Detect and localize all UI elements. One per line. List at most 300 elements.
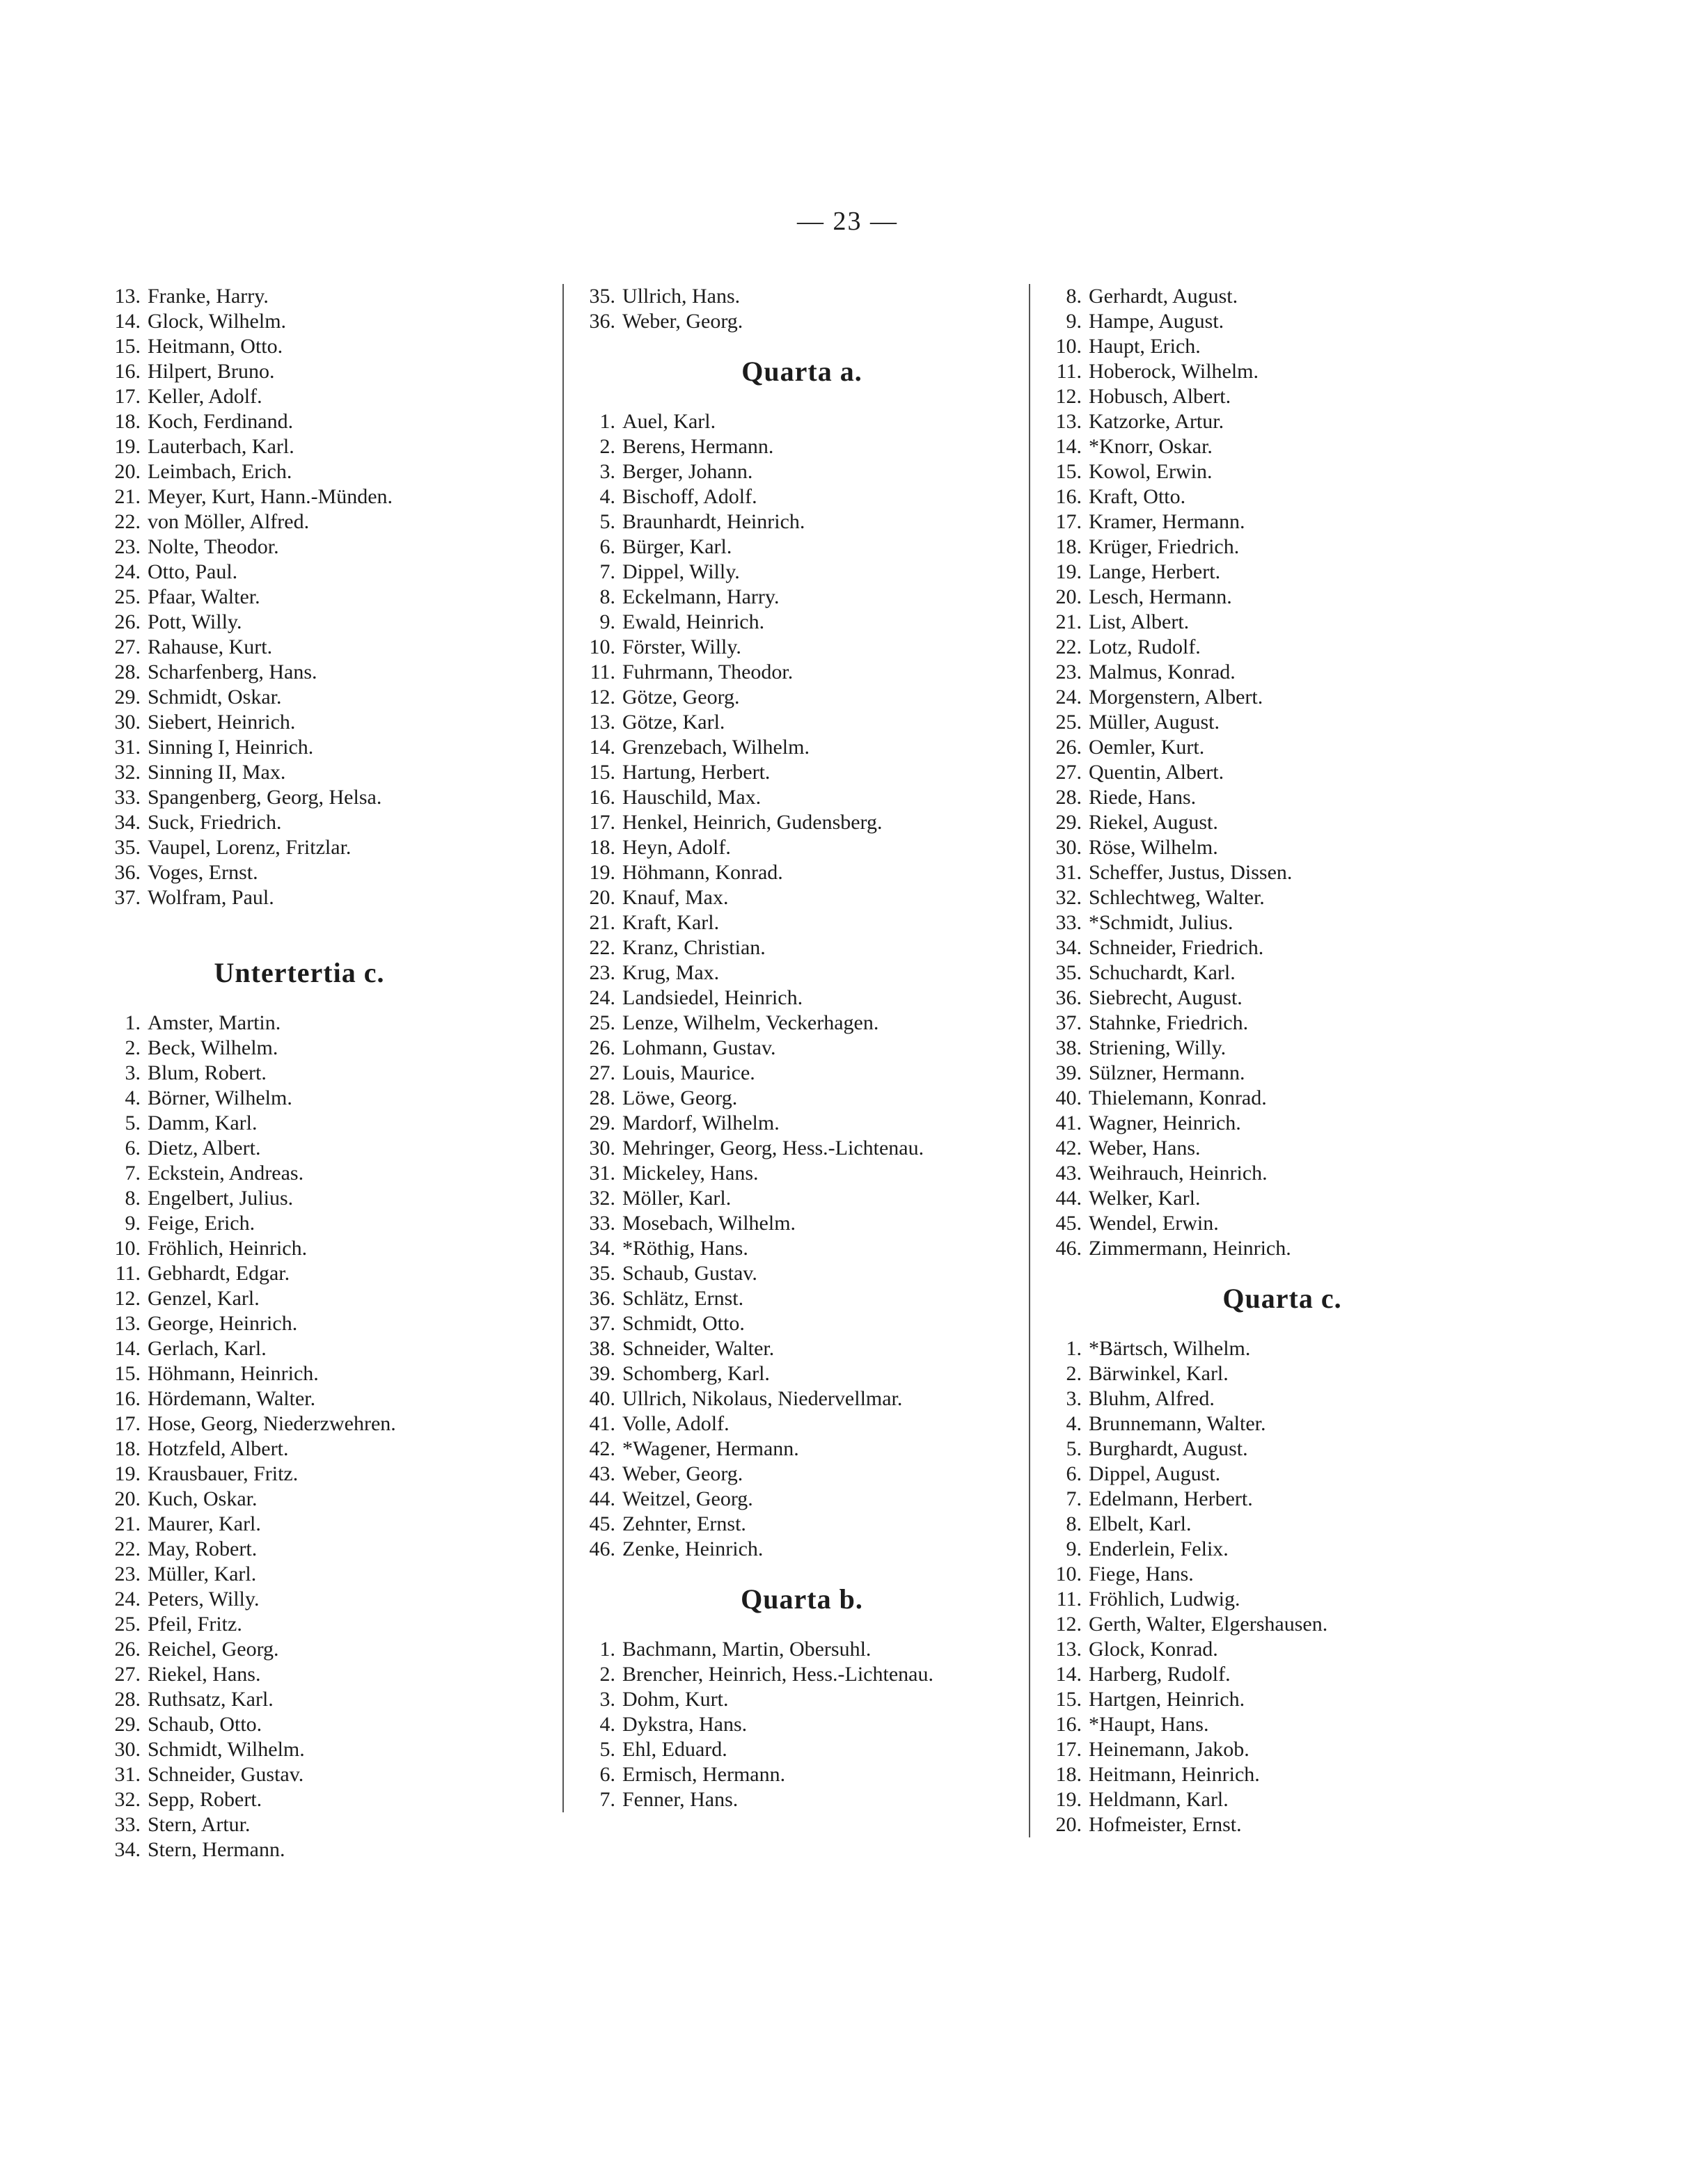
entry-name: Elbelt, Karl. bbox=[1089, 1512, 1192, 1535]
list-entry bbox=[97, 1386, 543, 1411]
entry-name: Malmus, Konrad. bbox=[1089, 660, 1236, 683]
entry-number: 17. bbox=[114, 385, 141, 408]
list-entry bbox=[1039, 1462, 1526, 1487]
entry-name: Peters, Willy. bbox=[148, 1588, 260, 1611]
list-entry bbox=[572, 459, 1032, 484]
list-entry bbox=[1039, 885, 1526, 910]
list-entry bbox=[1039, 1386, 1526, 1411]
entry-number: 32. bbox=[1055, 886, 1082, 909]
entry-name: Brunnemann, Walter. bbox=[1089, 1412, 1266, 1435]
list-entry bbox=[1039, 1762, 1526, 1787]
entry-number: 24. bbox=[114, 1588, 141, 1611]
list-entry bbox=[97, 1411, 543, 1437]
entry-number: 20. bbox=[1055, 1813, 1082, 1836]
entry-name: Götze, Karl. bbox=[622, 711, 725, 734]
entry-name: Maurer, Karl. bbox=[148, 1512, 261, 1535]
entry-name: Kuch, Oskar. bbox=[148, 1487, 258, 1510]
entry-number: 29. bbox=[114, 686, 141, 709]
entry-name: *Bärtsch, Wilhelm. bbox=[1089, 1337, 1251, 1360]
entry-name: Schuchardt, Karl. bbox=[1089, 961, 1236, 984]
entry-name: Suck, Friedrich. bbox=[148, 811, 282, 834]
list-entry bbox=[1039, 560, 1526, 585]
entry-name: Voges, Ernst. bbox=[148, 861, 258, 884]
entry-name: Sepp, Robert. bbox=[148, 1788, 262, 1811]
list-entry bbox=[1039, 635, 1526, 660]
list-entry bbox=[1039, 1361, 1526, 1386]
list-entry bbox=[1039, 535, 1526, 560]
entry-name: Zehnter, Ernst. bbox=[622, 1512, 746, 1535]
entry-number: 14. bbox=[589, 736, 615, 759]
entry-number: 37. bbox=[114, 886, 141, 909]
entry-number: 5. bbox=[599, 510, 615, 533]
entry-name: Otto, Paul. bbox=[148, 560, 238, 583]
entry-number: 34. bbox=[589, 1237, 615, 1260]
entry-number: 17. bbox=[589, 811, 615, 834]
entry-name: May, Robert. bbox=[148, 1537, 258, 1560]
entry-name: Damm, Karl. bbox=[148, 1111, 258, 1134]
entry-name: Lauterbach, Karl. bbox=[148, 435, 294, 458]
list-entry bbox=[97, 1812, 543, 1837]
list-entry bbox=[97, 1712, 543, 1737]
list-entry bbox=[1039, 284, 1526, 309]
list-entry bbox=[97, 1562, 543, 1587]
entry-name: Stern, Hermann. bbox=[148, 1838, 285, 1861]
entry-number: 38. bbox=[1055, 1036, 1082, 1059]
page-number: — 23 — bbox=[797, 207, 898, 236]
entry-name: Pfaar, Walter. bbox=[148, 585, 260, 608]
entry-name: Amster, Martin. bbox=[148, 1011, 281, 1034]
list-entry bbox=[1039, 459, 1526, 484]
entry-number: 1. bbox=[599, 410, 615, 433]
entry-number: 23. bbox=[114, 535, 141, 558]
entry-name: Eckelmann, Harry. bbox=[622, 585, 780, 608]
entry-number: 35. bbox=[114, 836, 141, 859]
entry-name: Ullrich, Nikolaus, Niedervellmar. bbox=[622, 1387, 903, 1410]
list-entry bbox=[572, 1512, 1032, 1537]
spacer bbox=[97, 910, 543, 935]
entry-name: Fuhrmann, Theodor. bbox=[622, 660, 794, 683]
list-entry bbox=[1039, 1236, 1526, 1261]
entry-number: 28. bbox=[114, 660, 141, 683]
list-entry bbox=[97, 810, 543, 835]
list-entry bbox=[572, 935, 1032, 960]
entry-number: 10. bbox=[589, 635, 615, 658]
entry-number: 16. bbox=[1055, 1713, 1082, 1736]
section-heading-quarta-b: Quarta b. bbox=[741, 1583, 863, 1615]
entry-number: 43. bbox=[1055, 1162, 1082, 1185]
entry-name: Scharfenberg, Hans. bbox=[148, 660, 317, 683]
list-entry bbox=[1039, 334, 1526, 359]
entry-name: Glock, Wilhelm. bbox=[148, 310, 287, 333]
entry-number: 27. bbox=[114, 635, 141, 658]
entry-number: 32. bbox=[114, 1788, 141, 1811]
list-entry bbox=[1039, 359, 1526, 384]
entry-number: 25. bbox=[114, 1613, 141, 1636]
list-entry bbox=[1039, 685, 1526, 710]
name-list bbox=[572, 284, 1032, 334]
entry-number: 18. bbox=[589, 836, 615, 859]
list-entry bbox=[572, 1411, 1032, 1437]
list-entry bbox=[97, 885, 543, 910]
entry-name: Dippel, Willy. bbox=[622, 560, 740, 583]
list-entry bbox=[97, 1487, 543, 1512]
entry-number: 13. bbox=[1055, 1638, 1082, 1661]
list-entry bbox=[1039, 1787, 1526, 1812]
list-entry bbox=[1039, 1512, 1526, 1537]
entry-name: Bürger, Karl. bbox=[622, 535, 732, 558]
entry-name: Schaub, Gustav. bbox=[622, 1262, 757, 1285]
entry-name: Ullrich, Hans. bbox=[622, 285, 741, 308]
entry-name: Schmidt, Otto. bbox=[622, 1312, 745, 1335]
entry-number: 34. bbox=[114, 1838, 141, 1861]
entry-number: 24. bbox=[589, 986, 615, 1009]
entry-number: 35. bbox=[589, 1262, 615, 1285]
entry-name: Dippel, August. bbox=[1089, 1462, 1221, 1485]
entry-name: Reichel, Georg. bbox=[148, 1638, 279, 1661]
entry-name: Zimmermann, Heinrich. bbox=[1089, 1237, 1291, 1260]
entry-number: 44. bbox=[589, 1487, 615, 1510]
column-3 bbox=[1029, 284, 1526, 1837]
entry-number: 28. bbox=[114, 1688, 141, 1711]
entry-number: 5. bbox=[1066, 1437, 1082, 1460]
list-entry bbox=[1039, 1111, 1526, 1136]
entry-name: Heldmann, Karl. bbox=[1089, 1788, 1229, 1811]
entry-number: 21. bbox=[114, 485, 141, 508]
entry-name: Striening, Willy. bbox=[1089, 1036, 1227, 1059]
entry-number: 6. bbox=[599, 1763, 615, 1786]
entry-name: Krausbauer, Fritz. bbox=[148, 1462, 299, 1485]
entry-name: *Schmidt, Julius. bbox=[1089, 911, 1233, 934]
entry-name: Glock, Konrad. bbox=[1089, 1638, 1218, 1661]
list-entry bbox=[97, 1361, 543, 1386]
list-entry bbox=[97, 860, 543, 885]
list-entry bbox=[1039, 1186, 1526, 1211]
entry-number: 2. bbox=[125, 1036, 141, 1059]
entry-number: 26. bbox=[114, 610, 141, 633]
entry-name: Vaupel, Lorenz, Fritzlar. bbox=[148, 836, 352, 859]
entry-name: Ruthsatz, Karl. bbox=[148, 1688, 274, 1711]
entry-number: 15. bbox=[1055, 1688, 1082, 1711]
entry-name: Rahause, Kurt. bbox=[148, 635, 273, 658]
entry-number: 42. bbox=[589, 1437, 615, 1460]
entry-number: 12. bbox=[1055, 385, 1082, 408]
entry-name: Franke, Harry. bbox=[148, 285, 269, 308]
entry-name: Hobusch, Albert. bbox=[1089, 385, 1231, 408]
name-list bbox=[1039, 284, 1526, 1261]
list-entry bbox=[1039, 1537, 1526, 1562]
entry-number: 18. bbox=[114, 410, 141, 433]
entry-name: Dietz, Albert. bbox=[148, 1137, 261, 1160]
list-entry bbox=[97, 710, 543, 735]
list-entry bbox=[572, 1236, 1032, 1261]
entry-name: Riede, Hans. bbox=[1089, 786, 1197, 809]
entry-number: 35. bbox=[589, 285, 615, 308]
entry-number: 8. bbox=[1066, 285, 1082, 308]
entry-number: 8. bbox=[599, 585, 615, 608]
entry-name: Leimbach, Erich. bbox=[148, 460, 292, 483]
entry-number: 28. bbox=[1055, 786, 1082, 809]
entry-name: Schlechtweg, Walter. bbox=[1089, 886, 1265, 909]
list-entry bbox=[97, 1762, 543, 1787]
list-entry bbox=[97, 484, 543, 509]
entry-name: Weitzel, Georg. bbox=[622, 1487, 753, 1510]
list-entry bbox=[97, 1537, 543, 1562]
list-entry bbox=[572, 986, 1032, 1011]
entry-name: Beck, Wilhelm. bbox=[148, 1036, 278, 1059]
entry-number: 12. bbox=[589, 686, 615, 709]
entry-name: Morgenstern, Albert. bbox=[1089, 686, 1263, 709]
entry-name: Stern, Artur. bbox=[148, 1813, 251, 1836]
entry-number: 41. bbox=[1055, 1111, 1082, 1134]
entry-number: 11. bbox=[1056, 1588, 1082, 1611]
entry-number: 21. bbox=[589, 911, 615, 934]
entry-name: Mickeley, Hans. bbox=[622, 1162, 759, 1185]
list-entry bbox=[572, 860, 1032, 885]
list-entry bbox=[1039, 660, 1526, 685]
entry-name: Kraft, Otto. bbox=[1089, 485, 1186, 508]
entry-number: 22. bbox=[114, 1537, 141, 1560]
entry-number: 36. bbox=[589, 310, 615, 333]
entry-number: 3. bbox=[125, 1061, 141, 1084]
entry-number: 33. bbox=[114, 786, 141, 809]
list-entry bbox=[572, 910, 1032, 935]
entry-name: Fenner, Hans. bbox=[622, 1788, 739, 1811]
entry-name: Stahnke, Friedrich. bbox=[1089, 1011, 1249, 1034]
list-entry bbox=[572, 760, 1032, 785]
list-entry bbox=[572, 1261, 1032, 1286]
entry-number: 21. bbox=[1055, 610, 1082, 633]
entry-number: 13. bbox=[114, 285, 141, 308]
entry-number: 45. bbox=[1055, 1212, 1082, 1235]
list-entry bbox=[1039, 735, 1526, 760]
entry-number: 5. bbox=[599, 1738, 615, 1761]
list-entry bbox=[97, 835, 543, 860]
entry-number: 27. bbox=[1055, 761, 1082, 784]
entry-name: Welker, Karl. bbox=[1089, 1187, 1201, 1210]
entry-number: 7. bbox=[1066, 1487, 1082, 1510]
entry-number: 29. bbox=[1055, 811, 1082, 834]
list-entry bbox=[97, 610, 543, 635]
entry-number: 31. bbox=[1055, 861, 1082, 884]
list-entry bbox=[97, 660, 543, 685]
entry-number: 30. bbox=[114, 711, 141, 734]
entry-number: 17. bbox=[114, 1412, 141, 1435]
entry-number: 9. bbox=[1066, 1537, 1082, 1560]
entry-name: Lohmann, Gustav. bbox=[622, 1036, 776, 1059]
entry-name: von Möller, Alfred. bbox=[148, 510, 310, 533]
entry-name: Siebrecht, August. bbox=[1089, 986, 1243, 1009]
entry-name: Fröhlich, Heinrich. bbox=[148, 1237, 308, 1260]
entry-number: 32. bbox=[114, 761, 141, 784]
entry-name: Eckstein, Andreas. bbox=[148, 1162, 304, 1185]
entry-name: Kowol, Erwin. bbox=[1089, 460, 1213, 483]
list-entry bbox=[572, 685, 1032, 710]
list-entry bbox=[97, 735, 543, 760]
entry-name: Blum, Robert. bbox=[148, 1061, 267, 1084]
list-entry bbox=[572, 1662, 1032, 1687]
entry-number: 31. bbox=[114, 1763, 141, 1786]
entry-name: Pott, Willy. bbox=[148, 610, 242, 633]
entry-number: 19. bbox=[1055, 1788, 1082, 1811]
entry-name: Haupt, Erich. bbox=[1089, 335, 1201, 358]
list-entry bbox=[97, 1061, 543, 1086]
entry-name: Brencher, Heinrich, Hess.-Lichtenau. bbox=[622, 1663, 933, 1686]
entry-name: Heyn, Adolf. bbox=[622, 836, 731, 859]
entry-name: Oemler, Kurt. bbox=[1089, 736, 1205, 759]
entry-name: Fröhlich, Ludwig. bbox=[1089, 1588, 1240, 1611]
entry-number: 46. bbox=[1055, 1237, 1082, 1260]
list-entry bbox=[1039, 509, 1526, 535]
entry-name: Heitmann, Heinrich. bbox=[1089, 1763, 1260, 1786]
entry-number: 13. bbox=[1055, 410, 1082, 433]
entry-number: 15. bbox=[114, 1362, 141, 1385]
list-entry bbox=[97, 1086, 543, 1111]
entry-name: Weihrauch, Heinrich. bbox=[1089, 1162, 1268, 1185]
entry-name: Höhmann, Konrad. bbox=[622, 861, 783, 884]
entry-number: 22. bbox=[589, 936, 615, 959]
list-entry bbox=[1039, 384, 1526, 409]
entry-number: 44. bbox=[1055, 1187, 1082, 1210]
entry-number: 13. bbox=[589, 711, 615, 734]
list-entry bbox=[572, 1161, 1032, 1186]
list-entry bbox=[97, 560, 543, 585]
list-entry bbox=[572, 1462, 1032, 1487]
list-entry bbox=[1039, 960, 1526, 986]
entry-name: *Röthig, Hans. bbox=[622, 1237, 748, 1260]
entry-number: 15. bbox=[589, 761, 615, 784]
list-entry bbox=[97, 1011, 543, 1036]
list-entry bbox=[97, 635, 543, 660]
list-entry bbox=[97, 1336, 543, 1361]
entry-name: Bachmann, Martin, Obersuhl. bbox=[622, 1638, 872, 1661]
section-heading-untertertia-c: Untertertia c. bbox=[214, 957, 385, 988]
list-entry bbox=[97, 1787, 543, 1812]
list-entry bbox=[1039, 1737, 1526, 1762]
entry-number: 29. bbox=[589, 1111, 615, 1134]
entry-name: Wagner, Heinrich. bbox=[1089, 1111, 1241, 1134]
list-entry bbox=[572, 1537, 1032, 1562]
list-entry bbox=[1039, 309, 1526, 334]
entry-name: Schaub, Otto. bbox=[148, 1713, 262, 1736]
entry-number: 41. bbox=[589, 1412, 615, 1435]
entry-name: Meyer, Kurt, Hann.-Münden. bbox=[148, 485, 393, 508]
entry-name: Pfeil, Fritz. bbox=[148, 1613, 242, 1636]
entry-number: 23. bbox=[114, 1562, 141, 1585]
list-entry bbox=[572, 960, 1032, 986]
list-entry bbox=[572, 1111, 1032, 1136]
list-entry bbox=[572, 735, 1032, 760]
list-entry bbox=[97, 1637, 543, 1662]
entry-name: Gebhardt, Edgar. bbox=[148, 1262, 290, 1285]
entry-name: Bischoff, Adolf. bbox=[622, 485, 757, 508]
entry-number: 37. bbox=[1055, 1011, 1082, 1034]
name-list bbox=[97, 1011, 543, 1862]
list-entry bbox=[97, 434, 543, 459]
entry-number: 27. bbox=[589, 1061, 615, 1084]
list-entry bbox=[572, 1036, 1032, 1061]
list-entry bbox=[97, 1512, 543, 1537]
entry-name: Hotzfeld, Albert. bbox=[148, 1437, 289, 1460]
entry-name: Sülzner, Hermann. bbox=[1089, 1061, 1245, 1084]
entry-number: 33. bbox=[1055, 911, 1082, 934]
entry-name: Förster, Willy. bbox=[622, 635, 741, 658]
list-entry bbox=[572, 1361, 1032, 1386]
entry-name: Schneider, Gustav. bbox=[148, 1763, 304, 1786]
entry-name: Kraft, Karl. bbox=[622, 911, 720, 934]
list-entry bbox=[1039, 1612, 1526, 1637]
entry-number: 8. bbox=[1066, 1512, 1082, 1535]
list-entry bbox=[572, 1211, 1032, 1236]
list-entry bbox=[97, 1837, 543, 1862]
entry-name: Knauf, Max. bbox=[622, 886, 729, 909]
list-entry bbox=[1039, 1562, 1526, 1587]
entry-number: 7. bbox=[125, 1162, 141, 1185]
entry-number: 28. bbox=[589, 1086, 615, 1109]
entry-number: 26. bbox=[1055, 736, 1082, 759]
entry-name: Götze, Georg. bbox=[622, 686, 740, 709]
list-entry bbox=[97, 459, 543, 484]
entry-name: Riekel, August. bbox=[1089, 811, 1218, 834]
entry-name: Gerhardt, August. bbox=[1089, 285, 1238, 308]
list-entry bbox=[1039, 1687, 1526, 1712]
list-entry bbox=[572, 284, 1032, 309]
entry-number: 14. bbox=[114, 310, 141, 333]
entry-name: Grenzebach, Wilhelm. bbox=[622, 736, 810, 759]
list-entry bbox=[97, 284, 543, 309]
entry-name: Hoberock, Wilhelm. bbox=[1089, 360, 1259, 383]
list-entry bbox=[97, 1437, 543, 1462]
entry-name: Riekel, Hans. bbox=[148, 1663, 261, 1686]
list-entry bbox=[572, 1762, 1032, 1787]
entry-number: 31. bbox=[114, 736, 141, 759]
entry-name: Fiege, Hans. bbox=[1089, 1562, 1194, 1585]
list-entry bbox=[97, 1737, 543, 1762]
name-list bbox=[572, 1637, 1032, 1812]
entry-name: Gerth, Walter, Elgershausen. bbox=[1089, 1613, 1328, 1636]
entry-number: 13. bbox=[114, 1312, 141, 1335]
entry-name: Bluhm, Alfred. bbox=[1089, 1387, 1215, 1410]
entry-name: Schmidt, Wilhelm. bbox=[148, 1738, 305, 1761]
entry-number: 19. bbox=[114, 435, 141, 458]
entry-name: Schomberg, Karl. bbox=[622, 1362, 770, 1385]
entry-name: Ermisch, Hermann. bbox=[622, 1763, 786, 1786]
list-entry bbox=[572, 1061, 1032, 1086]
list-entry bbox=[572, 810, 1032, 835]
entry-name: Harberg, Rudolf. bbox=[1089, 1663, 1231, 1686]
list-entry bbox=[97, 535, 543, 560]
list-entry bbox=[572, 585, 1032, 610]
list-entry bbox=[1039, 1411, 1526, 1437]
entry-number: 8. bbox=[125, 1187, 141, 1210]
list-entry bbox=[1039, 1662, 1526, 1687]
entry-name: Börner, Wilhelm. bbox=[148, 1086, 292, 1109]
entry-name: Spangenberg, Georg, Helsa. bbox=[148, 786, 382, 809]
list-entry bbox=[97, 785, 543, 810]
list-entry bbox=[1039, 986, 1526, 1011]
entry-number: 14. bbox=[1055, 1663, 1082, 1686]
list-entry bbox=[1039, 1086, 1526, 1111]
entry-number: 16. bbox=[1055, 485, 1082, 508]
entry-number: 9. bbox=[599, 610, 615, 633]
list-entry bbox=[97, 1211, 543, 1236]
entry-number: 4. bbox=[1066, 1412, 1082, 1435]
section-heading-quarta-a: Quarta a. bbox=[741, 356, 862, 387]
list-entry bbox=[572, 610, 1032, 635]
entry-number: 20. bbox=[589, 886, 615, 909]
entry-number: 3. bbox=[1066, 1387, 1082, 1410]
list-entry bbox=[97, 409, 543, 434]
entry-name: Schlätz, Ernst. bbox=[622, 1287, 744, 1310]
